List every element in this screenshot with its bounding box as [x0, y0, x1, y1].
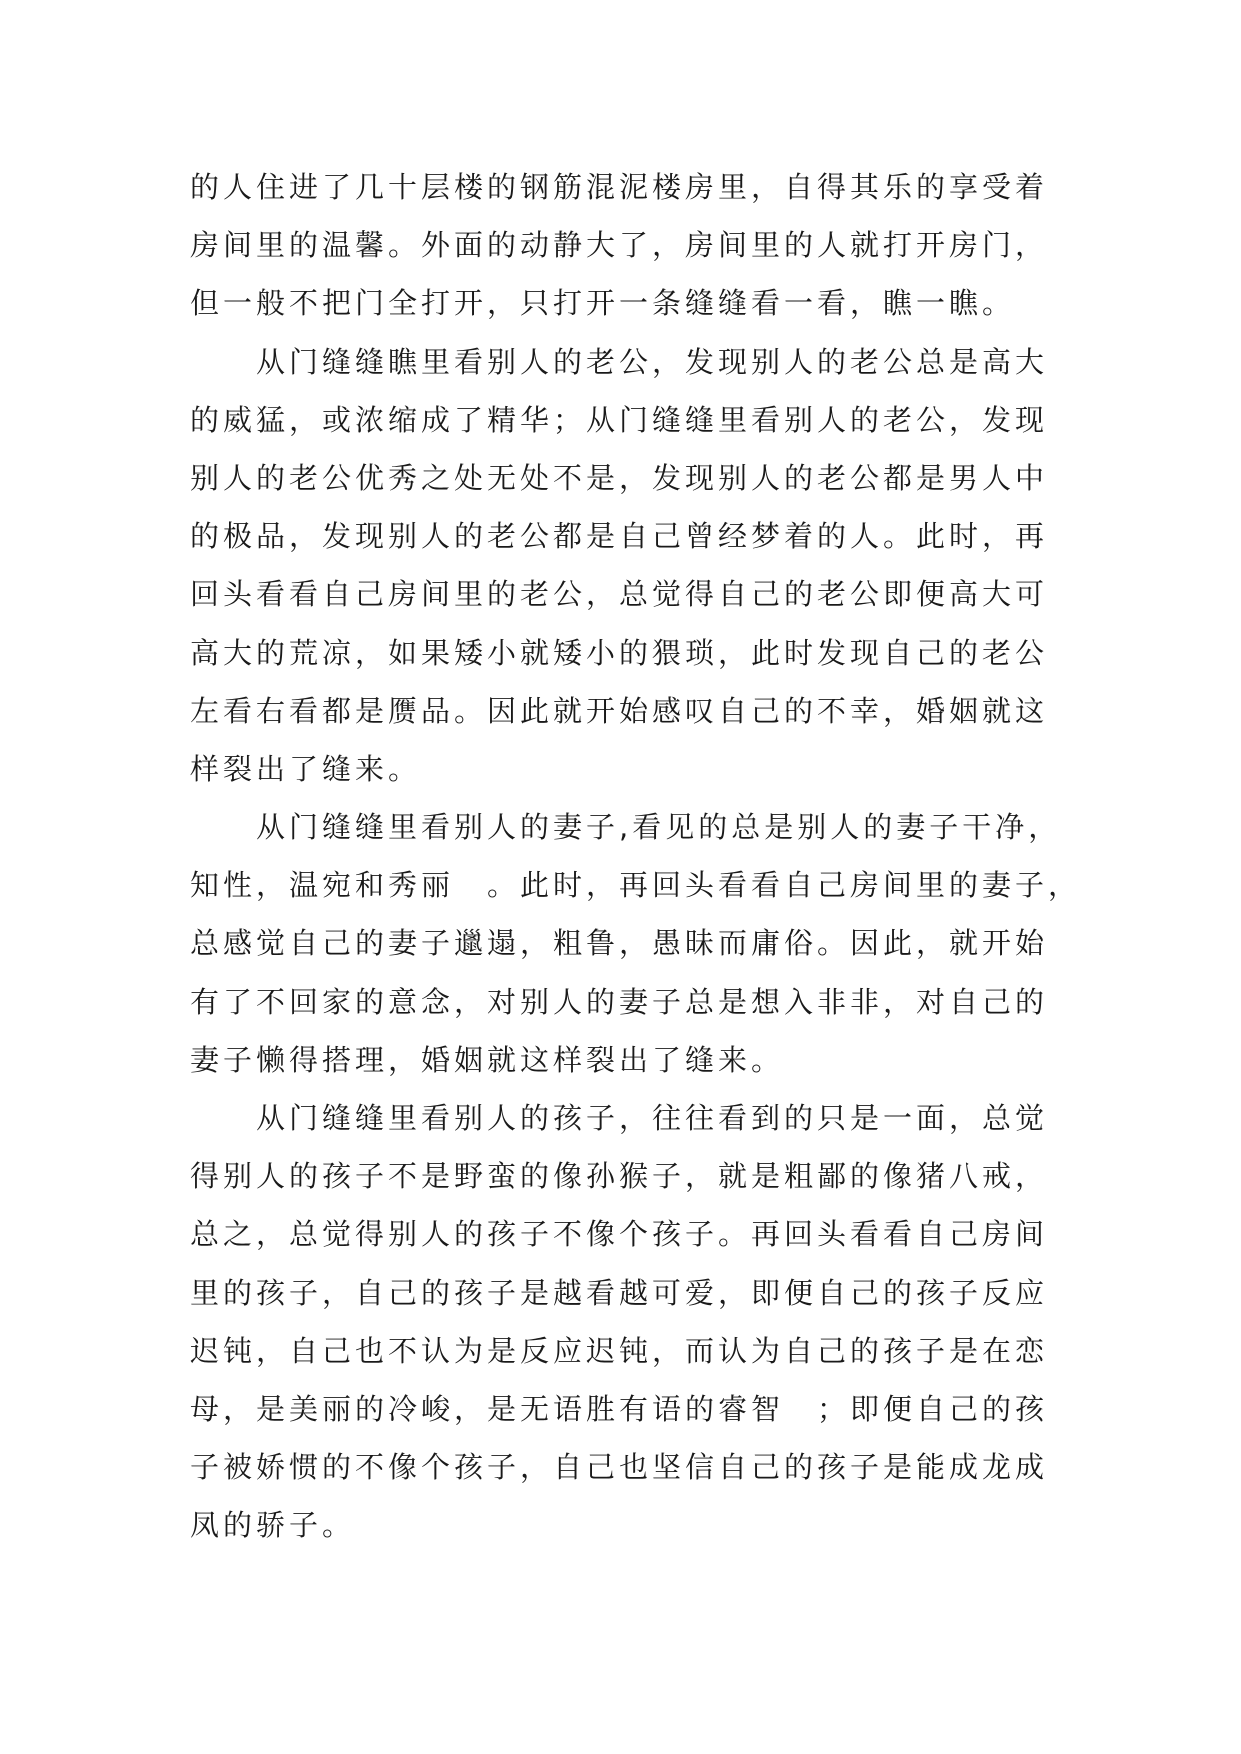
text-line: 妻子懒得搭理，婚姻就这样裂出了缝来。 — [190, 1042, 785, 1077]
text-line: 母，是美丽的冷峻，是无语胜有语的睿智 ；即便自己的孩 — [190, 1391, 1049, 1426]
text-line: 迟钝，自己也不认为是反应迟钝，而认为自己的孩子是在恋 — [190, 1333, 1049, 1368]
text-line: 得别人的孩子不是野蛮的像孙猴子，就是粗鄙的像猪八戒， — [190, 1159, 1049, 1194]
text-line: 房间里的温馨。外面的动静大了，房间里的人就打开房门， — [190, 228, 1049, 263]
text-line: 的威猛，或浓缩成了精华；从门缝缝里看别人的老公，发现 — [190, 402, 1049, 437]
text-line: 从门缝缝瞧里看别人的老公，发现别人的老公总是高大 — [190, 344, 1049, 379]
text-line: 总之，总觉得别人的孩子不像个孩子。再回头看看自己房间 — [190, 1217, 1049, 1252]
body-text — [190, 158, 1082, 1555]
text-line: 知性，温宛和秀丽 。此时，再回头看看自己房间里的妻子， — [190, 868, 1082, 903]
text-line: 子被娇惯的不像个孩子，自己也坚信自己的孩子是能成龙成 — [190, 1450, 1049, 1485]
text-line: 有了不回家的意念，对别人的妻子总是想入非非，对自己的 — [190, 984, 1049, 1019]
text-line: 里的孩子，自己的孩子是越看越可爱，即便自己的孩子反应 — [190, 1275, 1049, 1310]
text-line: 总感觉自己的妻子邋遢，粗鲁，愚昧而庸俗。因此，就开始 — [190, 926, 1049, 961]
text-line: 左看右看都是赝品。因此就开始感叹自己的不幸，婚姻就这 — [190, 693, 1049, 728]
text-line: 样裂出了缝来。 — [190, 751, 422, 786]
text-line: 但一般不把门全打开，只打开一条缝缝看一看，瞧一瞧。 — [190, 286, 1016, 321]
text-line: 从门缝缝里看别人的孩子，往往看到的只是一面，总觉 — [190, 1101, 1049, 1135]
text-line: 回头看看自己房间里的老公，总觉得自己的老公即便高大可 — [190, 577, 1049, 612]
text-line: 从门缝缝里看别人的妻子,看见的总是别人的妻子干净， — [190, 810, 1062, 845]
text-line: 高大的荒凉，如果矮小就矮小的猥琐，此时发现自己的老公 — [190, 635, 1049, 670]
text-line: 的极品，发现别人的老公都是自己曾经梦着的人。此时，再 — [190, 519, 1049, 554]
text-line: 别人的老公优秀之处无处不是，发现别人的老公都是男人中 — [190, 460, 1049, 495]
text-line: 凤的骄子。 — [190, 1508, 356, 1543]
text-line: 的人住进了几十层楼的钢筋混泥楼房里，自得其乐的享受着 — [190, 170, 1049, 204]
